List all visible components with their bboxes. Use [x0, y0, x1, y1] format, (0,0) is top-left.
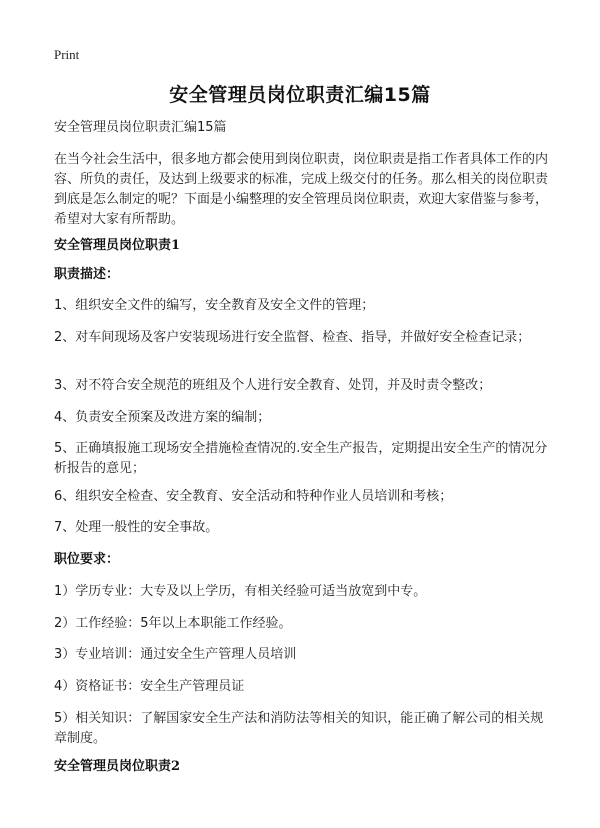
- list-item: 3）专业培训：通过安全生产管理人员培训: [54, 647, 297, 662]
- list-item: 6、组织安全检查、安全教育、安全活动和特种作业人员培训和考核；: [54, 489, 453, 504]
- section1-heading: 安全管理员岗位职责1: [54, 238, 181, 253]
- list-item: 3、对不符合安全规范的班组及个人进行安全教育、处罚，并及时责令整改；: [54, 378, 492, 393]
- document-title: 安全管理员岗位职责汇编15篇: [169, 84, 431, 106]
- list-item: 1）学历专业：大专及以上学历，有相关经验可适当放宽到中专。: [54, 584, 427, 599]
- list-item: 5）相关知识：了解国家安全生产法和消防法等相关的知识，能正确了解公司的相关规章制度。: [54, 711, 544, 746]
- list-item: 2、对车间现场及客户安装现场进行安全监督、检查、指导，并做好安全检查记录；: [54, 330, 531, 345]
- list-item: 4）资格证书：安全生产管理员证: [54, 679, 245, 694]
- section2-heading: 安全管理员岗位职责2: [54, 759, 181, 774]
- list-item: 4、负责安全预案及改进方案的编制；: [54, 410, 271, 425]
- intro-paragraph: 在当今社会生活中，很多地方都会使用到岗位职责，岗位职责是指工作者具体工作的内容、所负的责任，及达到上级要求的标准，完成上级交付的任务。那么相关的岗位职责到底是怎么制定的呢？下面是小编整理的安全管理员岗位职责，欢迎大家借鉴与参考，希望对大家有所帮助。: [54, 152, 549, 227]
- document-subtitle: 安全管理员岗位职责汇编15篇: [54, 120, 227, 135]
- list-item: 7、处理一般性的安全事故。: [54, 520, 219, 535]
- print-link[interactable]: Print: [54, 47, 80, 62]
- list-item: 1、组织安全文件的编写，安全教育及安全文件的管理；: [54, 298, 375, 313]
- requirements-heading: 职位要求：: [54, 552, 120, 567]
- list-item: 5、正确填报施工现场安全措施检查情况的.安全生产报告，定期提出安全生产的情况分析报告的意见；: [54, 441, 548, 476]
- list-item: 2）工作经验：5年以上本职能工作经验。: [54, 616, 292, 631]
- duties-heading: 职责描述：: [54, 267, 120, 282]
